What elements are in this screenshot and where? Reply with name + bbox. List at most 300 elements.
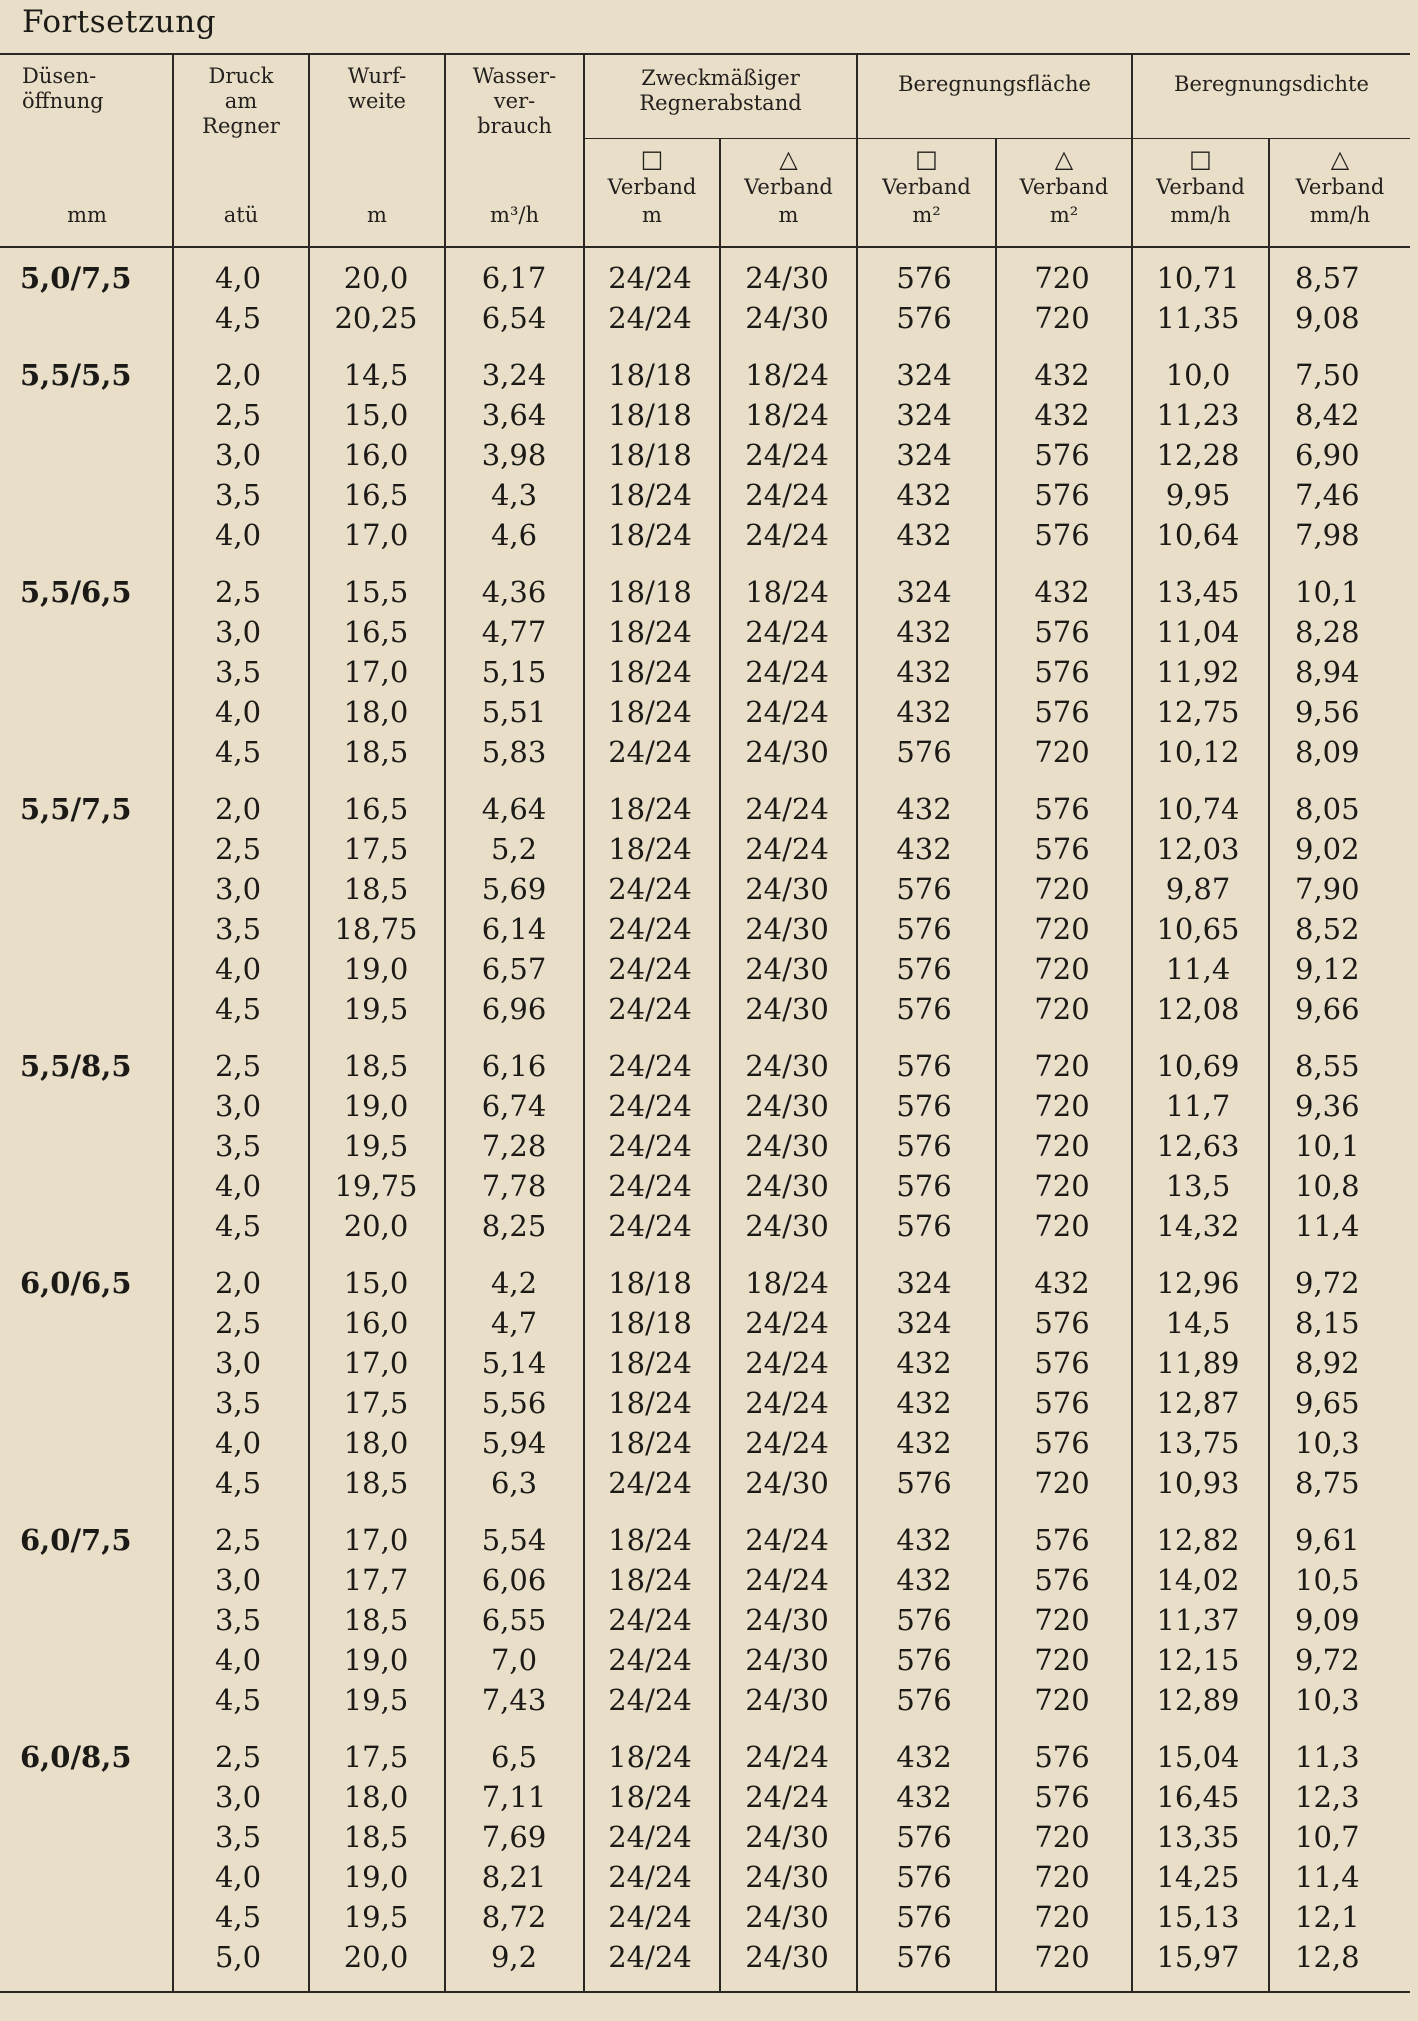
sub-header-dichte-square-unit: mm/h [1170,203,1231,227]
table-cell: 576 [1034,1740,1090,1774]
table-cell: 18,5 [343,735,409,769]
table-cell: 12,3 [1295,1780,1360,1814]
table-cell: 18/24 [608,1426,692,1460]
nozzle-group-label: 5,5/5,5 [20,358,132,392]
nozzle-group-label: 5,0/7,5 [20,261,132,295]
table-cell: 24/30 [745,952,829,986]
table-cell: 24/24 [608,1643,692,1677]
table-cell: 8,42 [1295,398,1360,432]
header-wasser-unit: m³/h [490,203,539,227]
bottom-rule [0,1991,1410,1993]
table-cell: 15,0 [343,1266,409,1300]
table-cell: 432 [1034,1266,1090,1300]
table-cell: 24/30 [745,1643,829,1677]
table-cell: 8,94 [1295,655,1360,689]
table-cell: 12,15 [1156,1643,1240,1677]
table-cell: 12,96 [1156,1266,1240,1300]
table-cell: 8,21 [481,1860,547,1894]
table-cell: 11,04 [1156,615,1240,649]
table-cell: 720 [1034,735,1090,769]
header-regnerabstand: Zweckmäßiger Regnerabstand [639,66,802,116]
table-cell: 576 [896,992,952,1026]
table-cell: 10,71 [1156,261,1240,295]
table-cell: 4,5 [214,1683,262,1717]
table-cell: 5,51 [481,695,547,729]
table-cell: 576 [1034,1563,1090,1597]
table-cell: 24/24 [745,1780,829,1814]
table-cell: 18/24 [745,575,829,609]
table-cell: 17,5 [343,1386,409,1420]
table-cell: 2,5 [214,1306,262,1340]
table-cell: 10,7 [1295,1820,1360,1854]
table-cell: 3,5 [214,912,262,946]
table-cell: 10,0 [1165,358,1231,392]
table-cell: 4,5 [214,992,262,1026]
table-cell: 24/24 [745,1386,829,1420]
table-cell: 24/24 [608,1209,692,1243]
table-cell: 24/30 [745,1603,829,1637]
table-cell: 8,52 [1295,912,1360,946]
table-cell: 18/24 [608,518,692,552]
table-cell: 432 [896,1563,952,1597]
table-cell: 15,97 [1156,1940,1240,1974]
table-cell: 7,50 [1295,358,1360,392]
table-cell: 18/18 [608,575,692,609]
sub-header-abstand-triangle-symbol: △ [779,145,798,173]
table-cell: 18/18 [608,438,692,472]
nozzle-group-label: 6,0/8,5 [20,1740,132,1774]
table-cell: 720 [1034,1603,1090,1637]
table-cell: 18/24 [608,478,692,512]
table-cell: 720 [1034,1089,1090,1123]
table-cell: 18/18 [608,398,692,432]
table-cell: 24/24 [608,1900,692,1934]
table-cell: 15,5 [343,575,409,609]
page-heading: Fortsetzung [22,4,217,40]
sub-header-abstand-triangle-verband: Verband [744,175,833,199]
table-cell: 18,5 [343,872,409,906]
table-cell: 5,69 [481,872,547,906]
header-druck: Druck am Regner [202,64,280,139]
table-cell: 576 [1034,518,1090,552]
table-cell: 4,2 [490,1266,538,1300]
table-cell: 432 [896,792,952,826]
col-rule [444,53,446,1991]
table-cell: 7,11 [481,1780,547,1814]
table-cell: 19,0 [343,1860,409,1894]
table-cell: 576 [896,301,952,335]
table-cell: 7,0 [490,1643,538,1677]
table-cell: 14,02 [1156,1563,1240,1597]
table-cell: 720 [1034,1940,1090,1974]
sub-header-abstand-triangle-unit: m [778,203,799,227]
table-cell: 24/24 [745,1426,829,1460]
table-cell: 11,35 [1156,301,1240,335]
table-cell: 10,93 [1156,1466,1240,1500]
table-cell: 576 [896,1603,952,1637]
table-cell: 5,54 [481,1523,547,1557]
table-cell: 4,64 [481,792,547,826]
table-cell: 9,56 [1295,695,1360,729]
table-cell: 24/24 [608,1820,692,1854]
table-cell: 24/24 [608,1940,692,1974]
table-cell: 9,36 [1295,1089,1360,1123]
table-cell: 2,5 [214,832,262,866]
table-cell: 13,45 [1156,575,1240,609]
table-cell: 24/24 [745,438,829,472]
nozzle-group-label: 6,0/6,5 [20,1266,132,1300]
table-cell: 9,2 [490,1940,538,1974]
table-cell: 19,5 [343,1900,409,1934]
table-cell: 24/24 [608,1049,692,1083]
table-cell: 18,0 [343,1780,409,1814]
table-cell: 11,7 [1165,1089,1231,1123]
table-cell: 19,5 [343,1683,409,1717]
table-cell: 4,0 [214,1643,262,1677]
sub-header-abstand-square-unit: m [642,203,662,227]
table-cell: 576 [1034,438,1090,472]
table-cell: 11,3 [1295,1740,1360,1774]
table-cell: 720 [1034,301,1090,335]
header-beregnungsflaeche: Beregnungsfläche [898,72,1091,96]
col-rule [308,53,310,1991]
table-cell: 24/30 [745,1860,829,1894]
table-cell: 4,5 [214,1900,262,1934]
table-cell: 2,0 [214,358,262,392]
table-cell: 432 [896,832,952,866]
table-cell: 18/24 [608,792,692,826]
table-cell: 432 [896,518,952,552]
table-cell: 10,12 [1156,735,1240,769]
table-cell: 8,57 [1295,261,1360,295]
table-cell: 18/24 [608,695,692,729]
table-cell: 24/24 [745,1306,829,1340]
table-cell: 3,0 [214,615,262,649]
table-cell: 6,17 [481,261,547,295]
table-cell: 24/24 [608,1603,692,1637]
table-cell: 324 [896,438,952,472]
table-cell: 4,0 [214,261,262,295]
table-cell: 8,25 [481,1209,547,1243]
table-cell: 9,87 [1165,872,1231,906]
table-cell: 2,5 [214,575,262,609]
table-cell: 720 [1034,1049,1090,1083]
table-cell: 18,5 [343,1466,409,1500]
table-cell: 576 [896,1129,952,1163]
sub-header-dichte-square-symbol: □ [1189,145,1212,173]
table-cell: 3,0 [214,1346,262,1380]
table-cell: 20,0 [343,261,409,295]
table-cell: 9,65 [1295,1386,1360,1420]
table-cell: 576 [1034,1346,1090,1380]
table-cell: 18/24 [608,1523,692,1557]
table-cell: 12,8 [1295,1940,1360,1974]
sub-header-dichte-triangle-symbol: △ [1330,145,1350,173]
table-cell: 18/24 [745,1266,829,1300]
table-cell: 6,06 [481,1563,547,1597]
table-cell: 11,37 [1156,1603,1240,1637]
table-cell: 24/30 [745,735,829,769]
table-cell: 24/30 [745,301,829,335]
table-cell: 10,1 [1295,1129,1360,1163]
table-cell: 24/24 [745,615,829,649]
table-cell: 16,0 [343,1306,409,1340]
table-cell: 11,23 [1156,398,1240,432]
table-cell: 24/24 [608,301,692,335]
table-cell: 576 [896,1643,952,1677]
nozzle-group-label: 5,5/7,5 [20,792,132,826]
table-cell: 324 [896,1266,952,1300]
table-cell: 432 [896,615,952,649]
table-cell: 17,0 [343,518,409,552]
table-cell: 5,15 [481,655,547,689]
table-cell: 4,7 [490,1306,538,1340]
table-cell: 16,0 [343,438,409,472]
table-cell: 18,0 [343,1426,409,1460]
table-cell: 15,04 [1156,1740,1240,1774]
table-cell: 8,09 [1295,735,1360,769]
table-cell: 432 [896,478,952,512]
table-cell: 3,5 [214,1603,262,1637]
table-cell: 24/30 [745,992,829,1026]
table-cell: 720 [1034,1900,1090,1934]
table-cell: 18,5 [343,1820,409,1854]
table-cell: 3,0 [214,872,262,906]
table-cell: 11,4 [1295,1860,1360,1894]
table-cell: 17,0 [343,1523,409,1557]
table-cell: 24/30 [745,261,829,295]
table-cell: 24/24 [745,1346,829,1380]
table-cell: 8,15 [1295,1306,1360,1340]
table-cell: 4,5 [214,1466,262,1500]
table-cell: 13,75 [1156,1426,1240,1460]
table-cell: 576 [896,872,952,906]
top-rule [0,53,1410,55]
table-cell: 432 [896,655,952,689]
table-cell: 17,0 [343,655,409,689]
table-cell: 576 [896,735,952,769]
table-cell: 18/24 [608,615,692,649]
table-cell: 9,95 [1165,478,1231,512]
table-cell: 20,0 [343,1940,409,1974]
table-cell: 6,74 [481,1089,547,1123]
table-cell: 19,5 [343,1129,409,1163]
table-cell: 576 [896,1820,952,1854]
table-cell: 19,75 [334,1169,418,1203]
table-cell: 24/30 [745,1089,829,1123]
table-cell: 3,5 [214,1386,262,1420]
table-cell: 18/24 [608,655,692,689]
table-cell: 576 [896,912,952,946]
table-cell: 7,43 [481,1683,547,1717]
table-cell: 18,5 [343,1603,409,1637]
table-cell: 4,5 [214,735,262,769]
table-cell: 3,5 [214,655,262,689]
sub-header-flaeche-triangle-unit: m² [1049,203,1079,227]
table-cell: 576 [1034,792,1090,826]
table-cell: 4,77 [481,615,547,649]
table-cell: 17,5 [343,1740,409,1774]
table-cell: 14,32 [1156,1209,1240,1243]
table-cell: 18/18 [608,1306,692,1340]
table-cell: 7,78 [481,1169,547,1203]
table-cell: 576 [1034,695,1090,729]
table-cell: 576 [896,1900,952,1934]
table-cell: 324 [896,575,952,609]
table-cell: 4,0 [214,1169,262,1203]
table-cell: 24/30 [745,912,829,946]
table-cell: 12,63 [1156,1129,1240,1163]
header-duesen-unit: mm [67,203,107,227]
table-cell: 432 [896,695,952,729]
table-cell: 720 [1034,261,1090,295]
table-cell: 8,05 [1295,792,1360,826]
table-cell: 7,90 [1295,872,1360,906]
table-cell: 24/24 [608,1129,692,1163]
table-cell: 720 [1034,992,1090,1026]
table-cell: 6,14 [481,912,547,946]
table-cell: 11,4 [1295,1209,1360,1243]
table-cell: 16,5 [343,792,409,826]
table-cell: 18/18 [608,1266,692,1300]
table-cell: 8,92 [1295,1346,1360,1380]
table-cell: 720 [1034,1860,1090,1894]
table-cell: 24/24 [745,1563,829,1597]
table-cell: 6,5 [490,1740,538,1774]
table-cell: 576 [896,1049,952,1083]
table-cell: 5,2 [490,832,538,866]
table-cell: 2,0 [214,792,262,826]
table-cell: 24/30 [745,1169,829,1203]
table-cell: 15,0 [343,398,409,432]
table-cell: 24/24 [608,1169,692,1203]
table-cell: 24/24 [608,992,692,1026]
table-cell: 432 [896,1346,952,1380]
table-cell: 24/30 [745,1940,829,1974]
table-cell: 3,5 [214,1129,262,1163]
table-cell: 16,5 [343,478,409,512]
table-cell: 2,5 [214,1740,262,1774]
table-cell: 13,35 [1156,1820,1240,1854]
col-rule [1131,53,1133,1991]
table-cell: 24/30 [745,1049,829,1083]
table-cell: 18/24 [608,1740,692,1774]
table-cell: 432 [1034,575,1090,609]
table-cell: 576 [1034,1780,1090,1814]
table-cell: 7,28 [481,1129,547,1163]
header-beregnungsdichte: Beregnungsdichte [1174,72,1369,96]
table-cell: 576 [1034,1523,1090,1557]
table-cell: 6,16 [481,1049,547,1083]
table-cell: 14,5 [1165,1306,1231,1340]
table-cell: 432 [896,1740,952,1774]
table-cell: 24/24 [745,655,829,689]
table-cell: 4,5 [214,301,262,335]
table-cell: 3,5 [214,478,262,512]
table-cell: 10,65 [1156,912,1240,946]
sub-header-dichte-triangle-unit: mm/h [1309,203,1371,227]
header-wasser: Wasser- ver- brauch [472,64,557,139]
table-cell: 576 [1034,655,1090,689]
table-cell: 18/24 [608,1346,692,1380]
table-cell: 16,5 [343,615,409,649]
table-cell: 2,5 [214,398,262,432]
table-cell: 4,5 [214,1209,262,1243]
table-cell: 24/30 [745,1466,829,1500]
sub-header-flaeche-triangle-symbol: △ [1054,145,1074,173]
nozzle-group-label: 5,5/8,5 [20,1049,132,1083]
table-cell: 576 [896,1169,952,1203]
table-cell: 576 [1034,1306,1090,1340]
table-cell: 4,0 [214,1426,262,1460]
table-cell: 13,5 [1165,1169,1231,1203]
table-cell: 18,5 [343,1049,409,1083]
sub-header-flaeche-square-unit: m² [912,203,941,227]
table-cell: 3,0 [214,1780,262,1814]
table-cell: 18/24 [608,1386,692,1420]
table-cell: 16,45 [1156,1780,1240,1814]
table-cell: 576 [896,261,952,295]
table-cell: 10,69 [1156,1049,1240,1083]
table-cell: 8,28 [1295,615,1360,649]
table-cell: 18/24 [745,398,829,432]
table-cell: 324 [896,358,952,392]
table-cell: 720 [1034,1169,1090,1203]
table-cell: 24/24 [745,695,829,729]
table-cell: 6,54 [481,301,547,335]
table-cell: 10,8 [1295,1169,1360,1203]
table-cell: 5,83 [481,735,547,769]
table-cell: 24/24 [745,518,829,552]
table-cell: 6,57 [481,952,547,986]
table-cell: 19,5 [343,992,409,1026]
sub-header-dichte-triangle-verband: Verband [1295,175,1385,199]
table-cell: 8,75 [1295,1466,1360,1500]
table-cell: 3,0 [214,438,262,472]
sub-header-abstand-square-symbol: □ [640,145,664,173]
table-cell: 12,1 [1295,1900,1360,1934]
table-cell: 4,0 [214,695,262,729]
table-cell: 19,0 [343,1643,409,1677]
table-cell: 14,25 [1156,1860,1240,1894]
table-cell: 7,98 [1295,518,1360,552]
table-cell: 720 [1034,1820,1090,1854]
table-cell: 24/30 [745,1900,829,1934]
table-cell: 18,0 [343,695,409,729]
table-cell: 24/24 [608,872,692,906]
table-cell: 18/24 [608,832,692,866]
table-cell: 576 [896,1940,952,1974]
table-cell: 24/30 [745,1129,829,1163]
table-cell: 4,6 [490,518,538,552]
table-cell: 576 [1034,1426,1090,1460]
table-cell: 18/18 [608,358,692,392]
table-cell: 24/30 [745,1683,829,1717]
table-cell: 7,69 [481,1820,547,1854]
table-cell: 12,08 [1156,992,1240,1026]
table-cell: 5,56 [481,1386,547,1420]
col-rule [1268,138,1270,1991]
table-cell: 6,55 [481,1603,547,1637]
table-cell: 19,0 [343,1089,409,1123]
sub-header-abstand-square-verband: Verband [607,175,697,199]
table-cell: 5,0 [214,1940,262,1974]
col-rule [172,53,174,1991]
table-cell: 11,4 [1165,952,1231,986]
table-cell: 324 [896,1306,952,1340]
table-cell: 3,5 [214,1820,262,1854]
table-cell: 18/24 [608,1780,692,1814]
